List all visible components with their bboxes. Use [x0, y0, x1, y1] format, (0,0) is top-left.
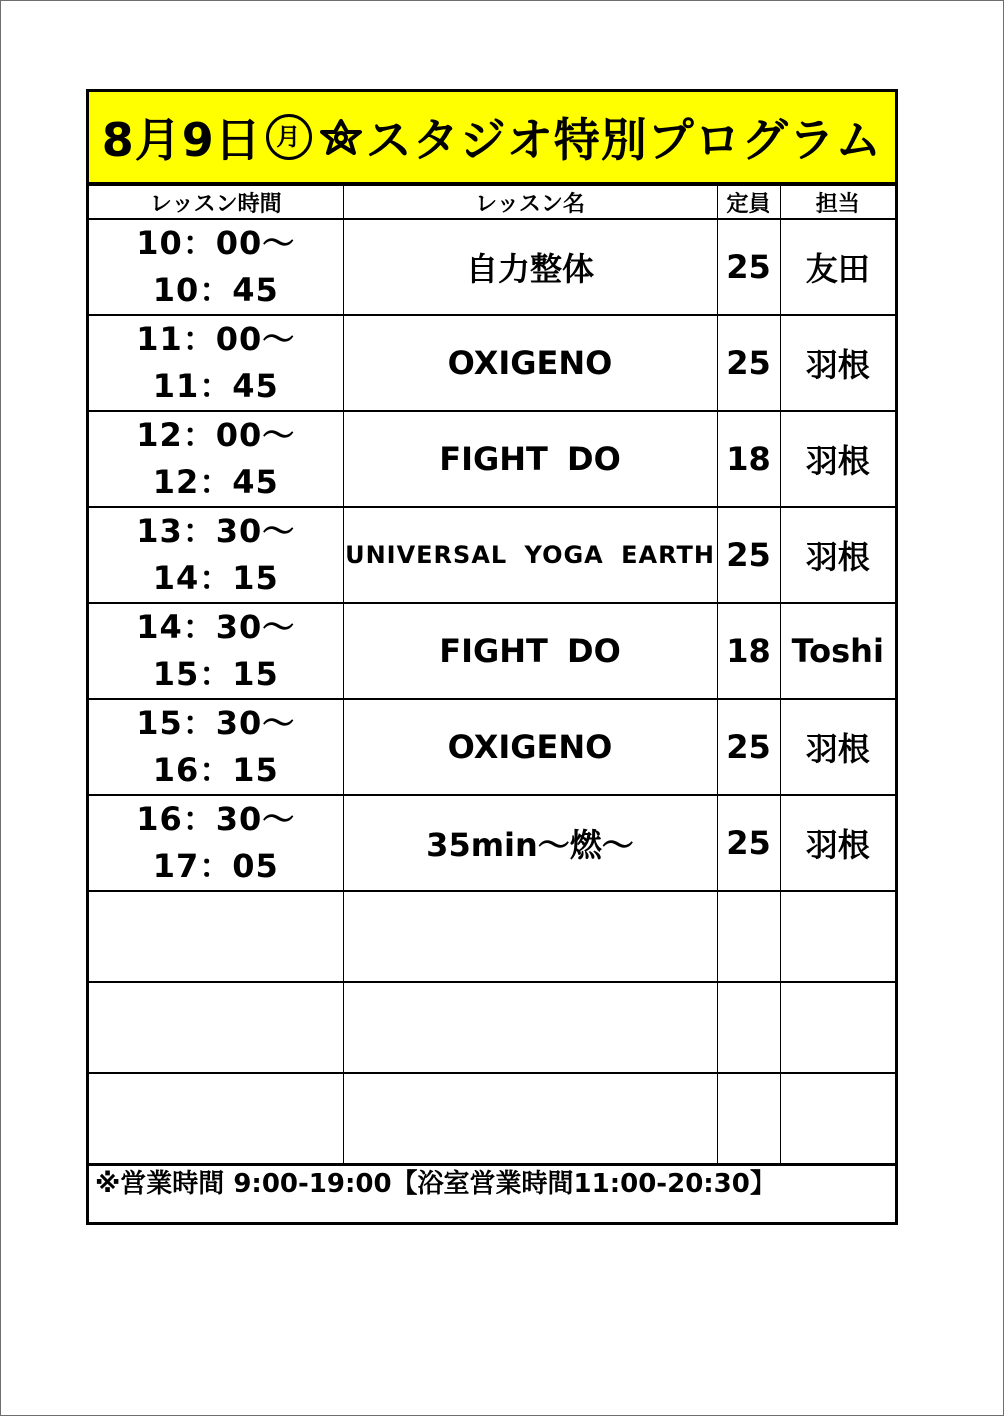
- header-instructor: 担当: [780, 186, 895, 220]
- title-weekday: 月: [266, 114, 312, 160]
- lesson-instructor: 羽根: [780, 411, 895, 507]
- start-time: 16：30～: [136, 800, 296, 838]
- lesson-capacity: 25: [717, 315, 780, 411]
- lesson-time: [89, 507, 343, 603]
- lesson-time: [89, 219, 343, 315]
- start-time: 12：00～: [136, 416, 296, 454]
- lesson-name: OXIGENO: [343, 699, 717, 795]
- lesson-instructor: 羽根: [780, 507, 895, 603]
- lesson-capacity: 18: [717, 603, 780, 699]
- lesson-time: [89, 795, 343, 891]
- table-row: [89, 315, 895, 411]
- table-row: [89, 603, 895, 699]
- lesson-instructor: 羽根: [780, 699, 895, 795]
- lesson-instructor: 友田: [780, 219, 895, 315]
- empty-cell: [717, 982, 780, 1073]
- empty-cell: [780, 1073, 895, 1165]
- empty-cell: [343, 982, 717, 1073]
- empty-cell: [89, 1073, 343, 1165]
- table-row: [89, 795, 895, 891]
- business-hours-note: ※営業時間 9:00-19:00【浴室営業時間11:00-20:30】: [95, 1168, 776, 1199]
- lesson-instructor: 羽根: [780, 315, 895, 411]
- empty-cell: [717, 1073, 780, 1165]
- start-time: 10：00～: [136, 224, 296, 262]
- header-name: レッスン名: [343, 186, 717, 220]
- lesson-instructor: 羽根: [780, 795, 895, 891]
- table-row: [89, 507, 895, 603]
- title-text: スタジオ特別プログラム: [365, 113, 883, 167]
- end-time: 12：45: [152, 463, 279, 501]
- end-time: 17：05: [152, 847, 279, 885]
- empty-cell: [780, 891, 895, 982]
- empty-cell: [780, 982, 895, 1073]
- lesson-name: FIGHT DO: [343, 411, 717, 507]
- empty-row: [89, 891, 895, 982]
- table-row: [89, 219, 895, 315]
- lesson-capacity: 25: [717, 507, 780, 603]
- header-capacity: 定員: [717, 186, 780, 220]
- schedule-sheet: [86, 89, 898, 1225]
- lesson-time: [89, 603, 343, 699]
- lesson-capacity: 25: [717, 795, 780, 891]
- empty-row: [89, 982, 895, 1073]
- lesson-capacity: 25: [717, 699, 780, 795]
- lesson-name: FIGHT DO: [343, 603, 717, 699]
- end-time: 14：15: [152, 559, 279, 597]
- lesson-name: 35min～燃～: [343, 795, 717, 891]
- end-time: 16：15: [152, 751, 279, 789]
- page-title: [89, 92, 895, 185]
- lesson-time: [89, 315, 343, 411]
- empty-cell: [89, 982, 343, 1073]
- start-time: 11：00～: [136, 320, 296, 358]
- empty-cell: [343, 891, 717, 982]
- end-time: 15：15: [152, 655, 279, 693]
- lesson-capacity: 25: [717, 219, 780, 315]
- lesson-name: 自力整体: [343, 219, 717, 315]
- end-time: 11：45: [152, 367, 279, 405]
- lesson-time: [89, 699, 343, 795]
- empty-cell: [89, 891, 343, 982]
- start-time: 14：30～: [136, 608, 296, 646]
- empty-cell: [343, 1073, 717, 1165]
- lesson-capacity: 18: [717, 411, 780, 507]
- title-date: 8月9日: [101, 113, 262, 167]
- lesson-name: UNIVERSAL YOGA EARTH: [343, 507, 717, 603]
- empty-cell: [717, 891, 780, 982]
- start-time: 15：30～: [136, 704, 296, 742]
- studio-mark-icon: [318, 117, 364, 157]
- table-row: [89, 411, 895, 507]
- table-row: [89, 699, 895, 795]
- start-time: 13：30～: [136, 512, 296, 550]
- table-header-row: [89, 186, 895, 220]
- lesson-instructor: Toshi: [780, 603, 895, 699]
- lesson-time: [89, 411, 343, 507]
- header-time: レッスン時間: [89, 186, 343, 220]
- schedule-table: [89, 185, 895, 1166]
- empty-row: [89, 1073, 895, 1165]
- lesson-name: OXIGENO: [343, 315, 717, 411]
- end-time: 10：45: [152, 271, 279, 309]
